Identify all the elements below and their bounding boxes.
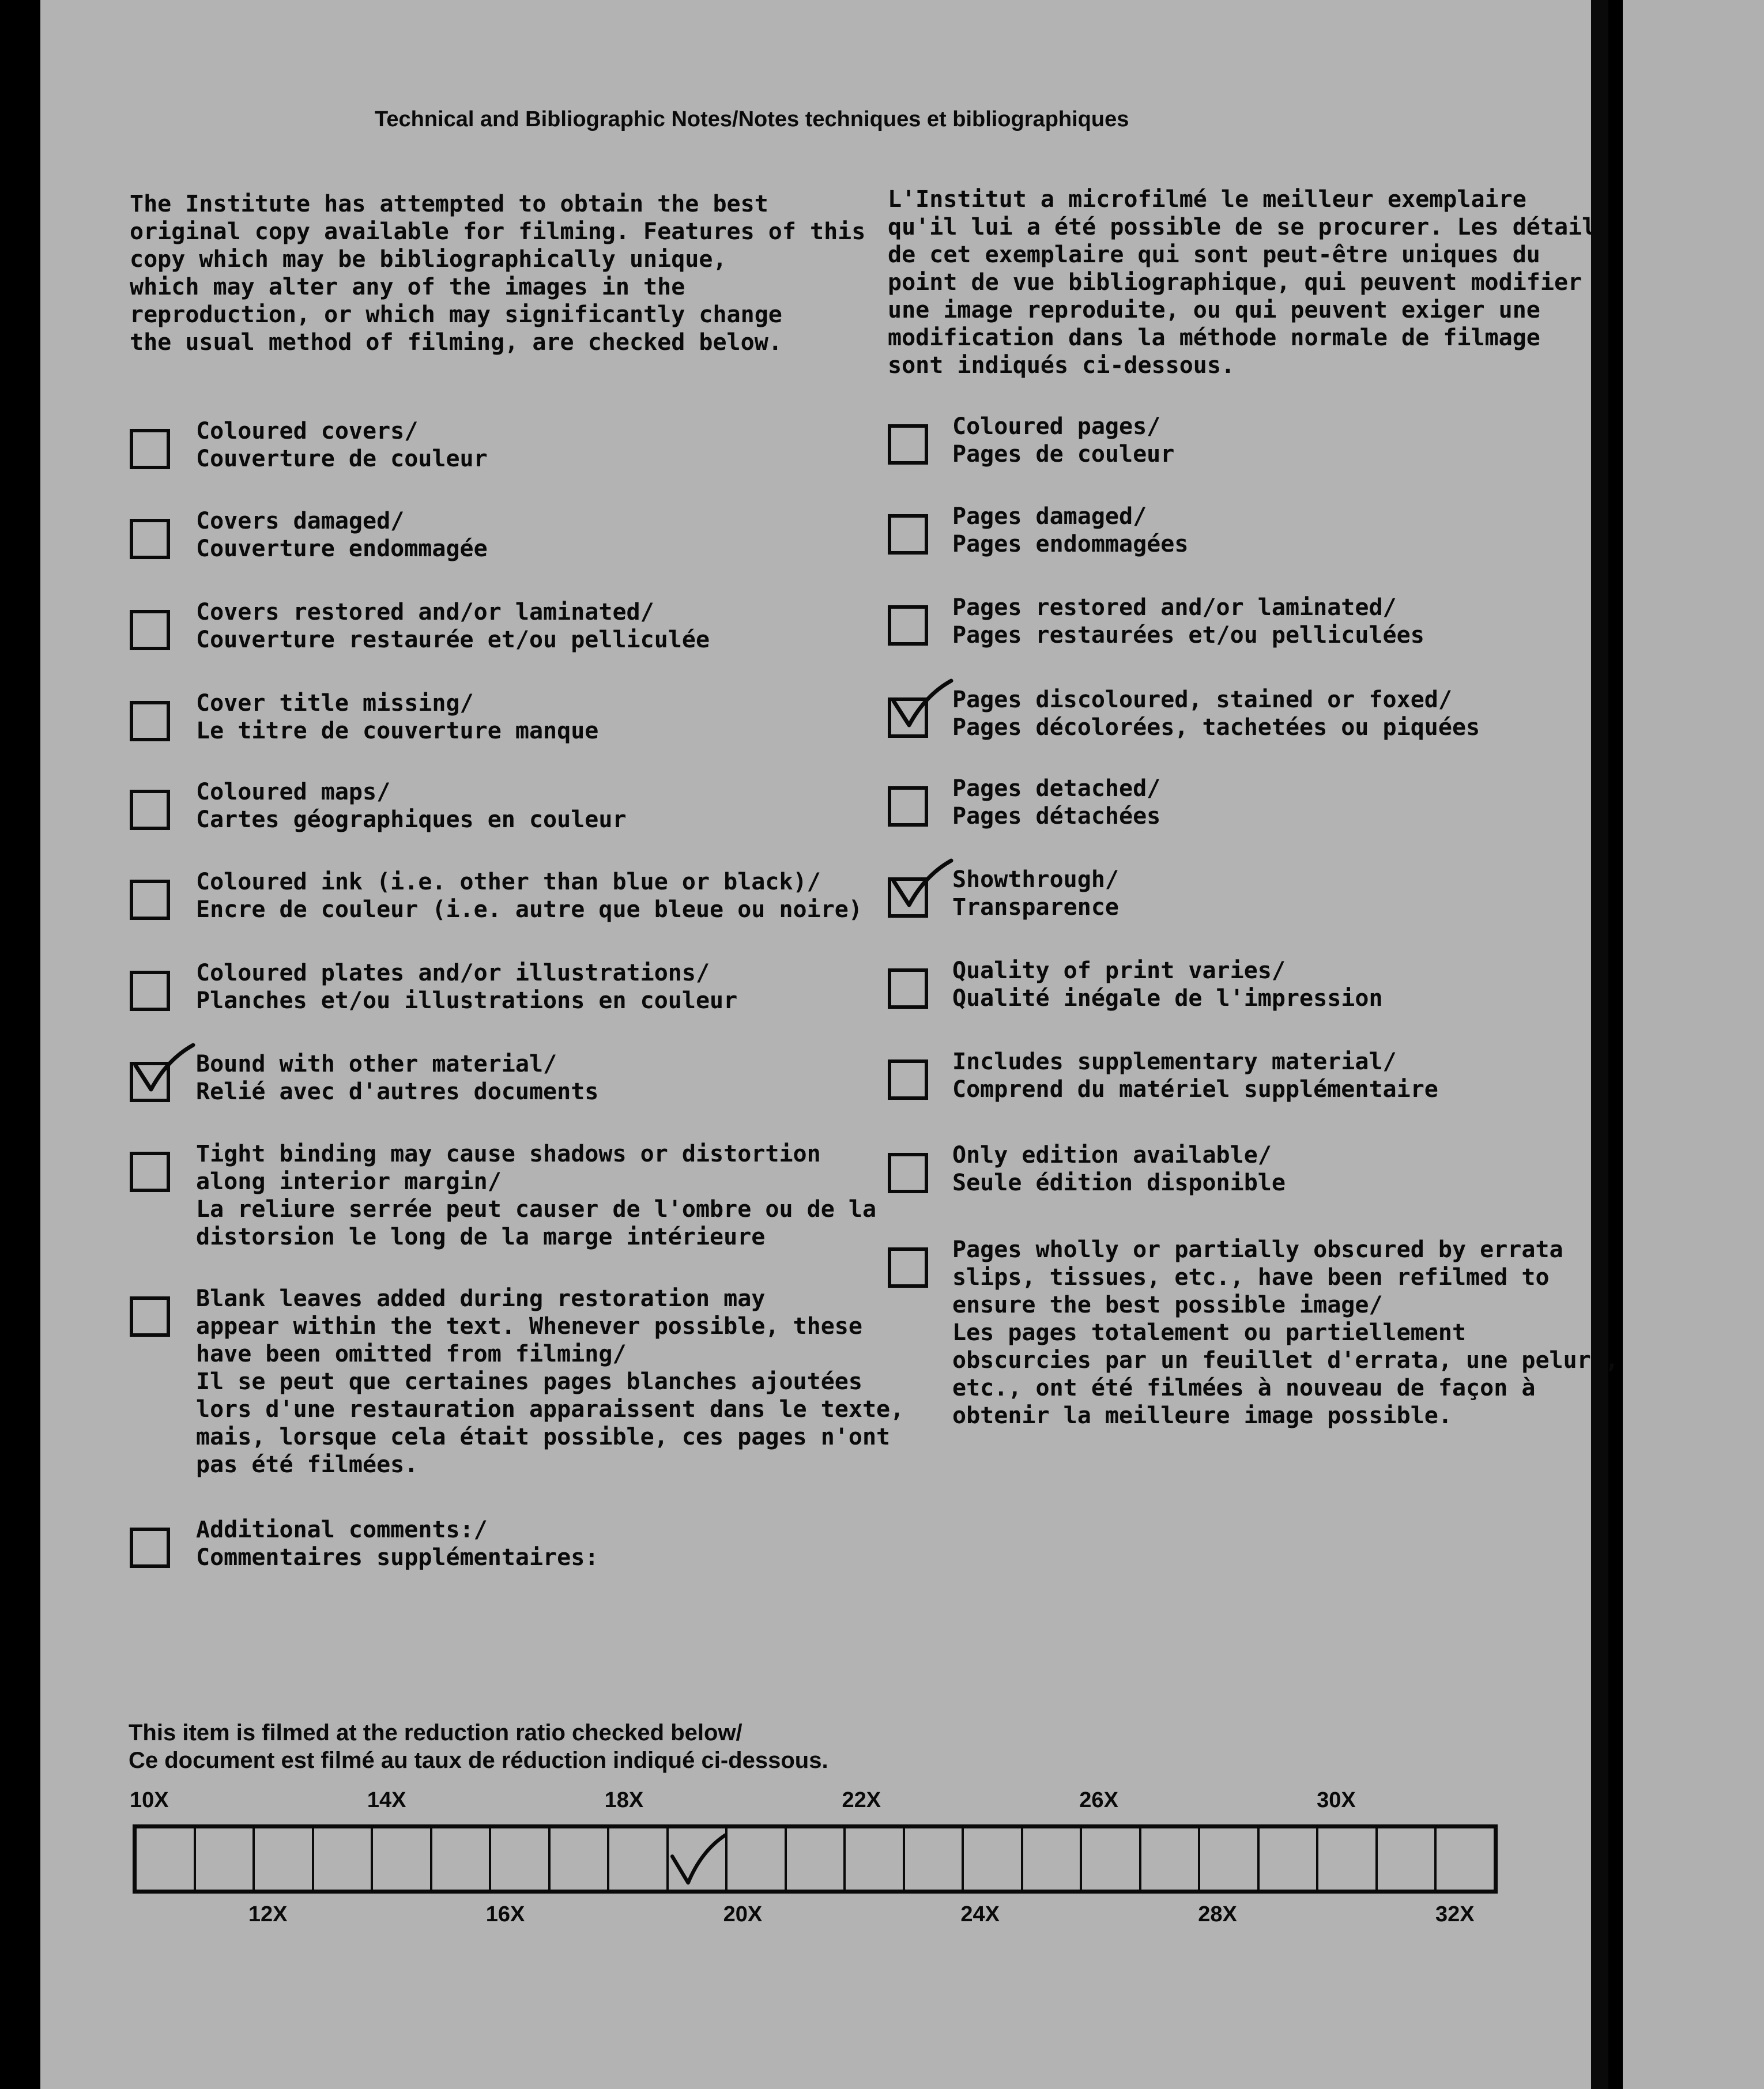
left-item-label-8: Tight binding may cause shadows or distortion along interior margin/ La reliure serrée peut causer de l'ombre ou de la distorsion le long de la marge intérieure (196, 1141, 877, 1250)
reduction-text-en: This item is filmed at the reduction ratio checked below/ (129, 1720, 742, 1745)
left-checkbox-9[interactable] (130, 1296, 170, 1337)
adjacent-page-edge (1623, 0, 1764, 2089)
ratio-cell[interactable] (846, 1828, 905, 1890)
ratio-cell[interactable] (609, 1828, 669, 1890)
ratio-cell[interactable] (196, 1828, 255, 1890)
check-mark-icon (127, 1042, 196, 1106)
ratio-label: 14X (367, 1788, 406, 1812)
ratio-cell[interactable] (255, 1828, 314, 1890)
left-checkbox-4[interactable] (130, 790, 170, 830)
ratio-cell[interactable] (1200, 1828, 1260, 1890)
right-checkbox-4[interactable] (888, 786, 928, 827)
ratio-cell[interactable] (432, 1828, 492, 1890)
left-item-label-1: Covers damaged/ Couverture endommagée (196, 508, 488, 562)
left-item-label-10: Additional comments:/ Commentaires supplémentaires: (196, 1517, 599, 1571)
check-mark-icon (885, 858, 954, 921)
ratio-label: 24X (960, 1902, 1000, 1926)
intro-french: L'Institut a microfilmé le meilleur exemplaire qu'il lui a été possible de se procurer. Les détails de cet exemplaire qui sont peut-être uniques du point de vue bibliographique, qui peuvent modifier une image reproduite, ou qui peuvent exiger une modification dans la méthode normale de filmage sont indiqués ci-dessous. (888, 186, 1610, 379)
reduction-ratio-scale (133, 1824, 1498, 1894)
ratio-cell[interactable] (787, 1828, 846, 1890)
ratio-label: 20X (723, 1902, 763, 1926)
ratio-check-mark-icon (667, 1827, 730, 1891)
right-item-label-9: Pages wholly or partially obscured by errata slips, tissues, etc., have been refilmed to ensure the best possible image/ Les pages totalement ou partiellement obscurcies par un feuillet d'errata, une pelure, etc., ont été filmées à nouveau de façon à obtenir la meilleure image possible. (952, 1236, 1619, 1429)
left-item-label-2: Covers restored and/or laminated/ Couverture restaurée et/ou pelliculée (196, 599, 710, 653)
ratio-cell[interactable] (373, 1828, 432, 1890)
ratio-label: 28X (1198, 1902, 1237, 1926)
left-checkbox-3[interactable] (130, 701, 170, 741)
ratio-cell[interactable] (1378, 1828, 1437, 1890)
ratio-cell[interactable] (728, 1828, 787, 1890)
ratio-cell[interactable] (137, 1828, 196, 1890)
right-checkbox-7[interactable] (888, 1059, 928, 1100)
left-item-label-7: Bound with other material/ Relié avec d'autres documents (196, 1051, 599, 1105)
right-item-label-6: Quality of print varies/ Qualité inégale de l'impression (952, 957, 1383, 1012)
left-checkbox-8[interactable] (130, 1152, 170, 1192)
page-title: Technical and Bibliographic Notes/Notes techniques et bibliographiques (375, 107, 1129, 131)
ratio-label: 18X (604, 1788, 644, 1812)
left-item-label-0: Coloured covers/ Couverture de couleur (196, 418, 488, 472)
ratio-label: 26X (1079, 1788, 1118, 1812)
ratio-cell[interactable] (1082, 1828, 1141, 1890)
left-checkbox-6[interactable] (130, 971, 170, 1011)
left-checkbox-10[interactable] (130, 1528, 170, 1568)
right-checkbox-8[interactable] (888, 1153, 928, 1193)
ratio-cell[interactable] (314, 1828, 374, 1890)
ratio-cell[interactable] (1437, 1828, 1494, 1890)
right-item-label-0: Coloured pages/ Pages de couleur (952, 413, 1175, 467)
ratio-label: 16X (485, 1902, 525, 1926)
check-mark-icon (885, 678, 954, 741)
right-checkbox-1[interactable] (888, 514, 928, 555)
ratio-label: 10X (130, 1788, 169, 1812)
left-checkbox-0[interactable] (130, 429, 170, 469)
right-item-label-1: Pages damaged/ Pages endommagées (952, 503, 1189, 557)
right-item-label-7: Includes supplementary material/ Comprend du matériel supplémentaire (952, 1049, 1438, 1103)
left-item-label-3: Cover title missing/ Le titre de couverture manque (196, 690, 599, 744)
ratio-label: 12X (248, 1902, 288, 1926)
left-checkbox-5[interactable] (130, 880, 170, 920)
ratio-label: 22X (842, 1788, 881, 1812)
right-item-label-8: Only edition available/ Seule édition disponible (952, 1142, 1286, 1196)
right-checkbox-9[interactable] (888, 1247, 928, 1288)
ratio-label: 30X (1317, 1788, 1356, 1812)
intro-english: The Institute has attempted to obtain the best original copy available for filming. Features of this copy which may be bibliographically unique, which may alter any of the images in the reproduction, or which may significantly change the usual method of filming, are checked below. (130, 191, 866, 356)
left-checkbox-1[interactable] (130, 519, 170, 559)
right-checkbox-6[interactable] (888, 968, 928, 1009)
ratio-cell[interactable] (1023, 1828, 1083, 1890)
reduction-text-fr: Ce document est filmé au taux de réduction indiqué ci-dessous. (129, 1748, 828, 1773)
right-checkbox-0[interactable] (888, 424, 928, 465)
right-item-label-5: Showthrough/ Transparence (952, 866, 1119, 921)
right-item-label-4: Pages detached/ Pages détachées (952, 775, 1161, 829)
left-item-label-4: Coloured maps/ Cartes géographiques en couleur (196, 779, 627, 833)
ratio-cell[interactable] (905, 1828, 964, 1890)
ratio-cell[interactable] (1318, 1828, 1378, 1890)
left-item-label-9: Blank leaves added during restoration may appear within the text. Whenever possible, these have been omitted from filming/ Il se peut que certaines pages blanches ajoutées lors d'une restauration apparaissent dans le texte, mais, lorsque cela était possible, ces pages n'ont pas été filmées. (196, 1285, 904, 1478)
left-checkbox-2[interactable] (130, 610, 170, 650)
ratio-cell[interactable] (1260, 1828, 1319, 1890)
left-item-label-5: Coloured ink (i.e. other than blue or black)/ Encre de couleur (i.e. autre que bleue ou noire) (196, 869, 862, 923)
right-item-label-3: Pages discoloured, stained or foxed/ Pages décolorées, tachetées ou piquées (952, 687, 1480, 741)
ratio-cell[interactable] (1141, 1828, 1201, 1890)
ratio-label: 32X (1435, 1902, 1475, 1926)
ratio-cell[interactable] (964, 1828, 1023, 1890)
ratio-cell[interactable] (491, 1828, 551, 1890)
ratio-cell[interactable] (551, 1828, 610, 1890)
right-item-label-2: Pages restored and/or laminated/ Pages restaurées et/ou pelliculées (952, 594, 1424, 648)
right-checkbox-2[interactable] (888, 605, 928, 646)
left-item-label-6: Coloured plates and/or illustrations/ Planches et/ou illustrations en couleur (196, 960, 738, 1014)
